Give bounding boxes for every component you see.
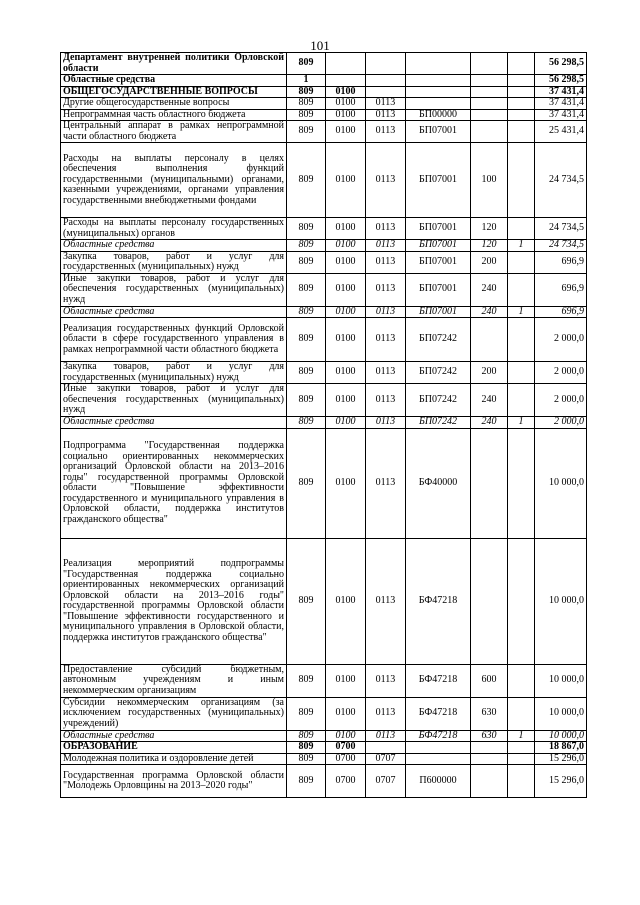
ved-code: 809 — [287, 417, 326, 429]
subsection-code: 0113 — [366, 273, 406, 306]
funding-source-code — [508, 362, 535, 384]
section-code: 0100 — [326, 98, 366, 110]
amount: 10 000,0 — [535, 538, 587, 664]
amount: 18 867,0 — [535, 742, 587, 754]
section-code: 0100 — [326, 240, 366, 252]
ved-code: 809 — [287, 109, 326, 121]
funding-source-code — [508, 538, 535, 664]
row-name: Закупка товаров, работ и услуг для государственных (муниципальных) нужд — [61, 251, 287, 273]
ved-code: 809 — [287, 765, 326, 798]
table-row — [61, 306, 587, 318]
target-article-code: БФ40000 — [406, 428, 471, 538]
funding-source-code — [508, 742, 535, 754]
row-name: Областные средства — [61, 75, 287, 87]
table-row — [61, 240, 587, 252]
ved-code: 809 — [287, 538, 326, 664]
amount: 2 000,0 — [535, 417, 587, 429]
funding-source-code — [508, 384, 535, 417]
section-code — [326, 75, 366, 87]
funding-source-code — [508, 75, 535, 87]
table-row — [61, 218, 587, 240]
budget-table — [60, 52, 587, 798]
amount: 696,9 — [535, 251, 587, 273]
ved-code: 809 — [287, 697, 326, 730]
target-article-code — [406, 86, 471, 98]
ved-code: 809 — [287, 664, 326, 697]
funding-source-code — [508, 697, 535, 730]
target-article-code: БП07242 — [406, 362, 471, 384]
funding-source-code: 1 — [508, 730, 535, 742]
funding-source-code — [508, 273, 535, 306]
row-name: Областные средства — [61, 240, 287, 252]
funding-source-code — [508, 109, 535, 121]
funding-source-code — [508, 664, 535, 697]
row-name: Иные закупки товаров, работ и услуг для обеспечения государственных (муниципальных) нужд — [61, 273, 287, 306]
expense-type-code — [471, 75, 508, 87]
row-name: Непрограммная часть областного бюджета — [61, 109, 287, 121]
expense-type-code — [471, 98, 508, 110]
target-article-code: БП07001 — [406, 240, 471, 252]
section-code: 0100 — [326, 384, 366, 417]
ved-code: 809 — [287, 218, 326, 240]
section-code: 0100 — [326, 86, 366, 98]
target-article-code: БП07242 — [406, 417, 471, 429]
subsection-code: 0113 — [366, 384, 406, 417]
amount: 15 296,0 — [535, 753, 587, 765]
subsection-code — [366, 75, 406, 87]
section-code: 0700 — [326, 753, 366, 765]
ved-code: 809 — [287, 428, 326, 538]
funding-source-code — [508, 251, 535, 273]
funding-source-code: 1 — [508, 417, 535, 429]
row-name: Другие общегосударственные вопросы — [61, 98, 287, 110]
row-name: ОБРАЗОВАНИЕ — [61, 742, 287, 754]
target-article-code: П600000 — [406, 765, 471, 798]
row-name: Молодежная политика и оздоровление детей — [61, 753, 287, 765]
table-row — [61, 109, 587, 121]
row-name: Подпрограмма "Государственная поддержка социально ориентированных некоммерческих организаций Орловской области на 2013–2016 годы" государственной программы Орловской области "Повышение эффективности государственного и муниципального управления в Орловской области, поддержка институтов гражданского общества" — [61, 428, 287, 538]
row-name: Предоставление субсидий бюджетным, автономным учреждениям и иным некоммерческим организациям — [61, 664, 287, 697]
row-name: Областные средства — [61, 730, 287, 742]
target-article-code — [406, 53, 471, 75]
row-name: Областные средства — [61, 306, 287, 318]
ved-code: 809 — [287, 53, 326, 75]
section-code: 0100 — [326, 538, 366, 664]
funding-source-code — [508, 98, 535, 110]
target-article-code: БП07001 — [406, 273, 471, 306]
row-name: Субсидии некоммерческим организациям (за исключением государственных (муниципальных) учреждений) — [61, 697, 287, 730]
table-row — [61, 538, 587, 664]
ved-code: 809 — [287, 730, 326, 742]
target-article-code — [406, 98, 471, 110]
section-code: 0700 — [326, 765, 366, 798]
amount: 56 298,5 — [535, 75, 587, 87]
table-row — [61, 273, 587, 306]
amount: 37 431,4 — [535, 109, 587, 121]
ved-code: 809 — [287, 318, 326, 362]
table-row — [61, 765, 587, 798]
funding-source-code — [508, 753, 535, 765]
expense-type-code: 630 — [471, 730, 508, 742]
expense-type-code: 200 — [471, 251, 508, 273]
target-article-code: БФ47218 — [406, 664, 471, 697]
table-row — [61, 384, 587, 417]
funding-source-code — [508, 86, 535, 98]
ved-code: 809 — [287, 86, 326, 98]
amount: 37 431,4 — [535, 86, 587, 98]
row-name: Департамент внутренней политики Орловской области — [61, 53, 287, 75]
expense-type-code — [471, 538, 508, 664]
target-article-code: БФ47218 — [406, 697, 471, 730]
ved-code: 809 — [287, 251, 326, 273]
section-code: 0100 — [326, 318, 366, 362]
subsection-code: 0113 — [366, 362, 406, 384]
row-name: Иные закупки товаров, работ и услуг для обеспечения государственных (муниципальных) нужд — [61, 384, 287, 417]
table-row — [61, 730, 587, 742]
amount: 24 734,5 — [535, 143, 587, 218]
expense-type-code: 240 — [471, 273, 508, 306]
ved-code: 809 — [287, 306, 326, 318]
funding-source-code: 1 — [508, 306, 535, 318]
funding-source-code — [508, 428, 535, 538]
section-code: 0100 — [326, 306, 366, 318]
ved-code: 809 — [287, 273, 326, 306]
section-code: 0100 — [326, 417, 366, 429]
section-code: 0100 — [326, 109, 366, 121]
subsection-code: 0707 — [366, 753, 406, 765]
expense-type-code — [471, 86, 508, 98]
subsection-code: 0113 — [366, 664, 406, 697]
row-name: Расходы на выплаты персоналу государственных (муниципальных) органов — [61, 218, 287, 240]
expense-type-code: 240 — [471, 417, 508, 429]
expense-type-code: 600 — [471, 664, 508, 697]
funding-source-code — [508, 53, 535, 75]
table-row — [61, 697, 587, 730]
subsection-code — [366, 742, 406, 754]
amount: 10 000,0 — [535, 428, 587, 538]
target-article-code: БФ47218 — [406, 730, 471, 742]
subsection-code: 0113 — [366, 218, 406, 240]
subsection-code: 0113 — [366, 697, 406, 730]
amount: 696,9 — [535, 306, 587, 318]
target-article-code: БФ47218 — [406, 538, 471, 664]
table-row — [61, 53, 587, 75]
target-article-code: БП07242 — [406, 318, 471, 362]
funding-source-code: 1 — [508, 240, 535, 252]
table-row — [61, 362, 587, 384]
amount: 10 000,0 — [535, 730, 587, 742]
section-code: 0100 — [326, 730, 366, 742]
expense-type-code — [471, 428, 508, 538]
ved-code: 1 — [287, 75, 326, 87]
target-article-code: БП07242 — [406, 384, 471, 417]
ved-code: 809 — [287, 143, 326, 218]
expense-type-code — [471, 121, 508, 143]
target-article-code: БП07001 — [406, 143, 471, 218]
expense-type-code: 240 — [471, 306, 508, 318]
expense-type-code — [471, 109, 508, 121]
amount: 56 298,5 — [535, 53, 587, 75]
target-article-code — [406, 753, 471, 765]
funding-source-code — [508, 143, 535, 218]
section-code — [326, 53, 366, 75]
target-article-code: БП07001 — [406, 306, 471, 318]
subsection-code: 0113 — [366, 318, 406, 362]
subsection-code — [366, 86, 406, 98]
section-code: 0100 — [326, 664, 366, 697]
subsection-code: 0113 — [366, 109, 406, 121]
section-code: 0100 — [326, 362, 366, 384]
amount: 37 431,4 — [535, 98, 587, 110]
expense-type-code: 630 — [471, 697, 508, 730]
subsection-code: 0113 — [366, 417, 406, 429]
ved-code: 809 — [287, 240, 326, 252]
subsection-code: 0707 — [366, 765, 406, 798]
expense-type-code — [471, 742, 508, 754]
expense-type-code: 240 — [471, 384, 508, 417]
amount: 10 000,0 — [535, 697, 587, 730]
ved-code: 809 — [287, 98, 326, 110]
expense-type-code — [471, 53, 508, 75]
expense-type-code: 120 — [471, 218, 508, 240]
table-row — [61, 143, 587, 218]
expense-type-code: 200 — [471, 362, 508, 384]
section-code: 0100 — [326, 251, 366, 273]
target-article-code: БП00000 — [406, 109, 471, 121]
target-article-code: БП07001 — [406, 218, 471, 240]
table-row — [61, 75, 587, 87]
amount: 24 734,5 — [535, 218, 587, 240]
section-code: 0100 — [326, 143, 366, 218]
funding-source-code — [508, 218, 535, 240]
ved-code: 809 — [287, 753, 326, 765]
subsection-code: 0113 — [366, 538, 406, 664]
amount: 2 000,0 — [535, 362, 587, 384]
section-code: 0700 — [326, 742, 366, 754]
ved-code: 809 — [287, 384, 326, 417]
row-name: Областные средства — [61, 417, 287, 429]
subsection-code: 0113 — [366, 98, 406, 110]
expense-type-code: 100 — [471, 143, 508, 218]
section-code: 0100 — [326, 218, 366, 240]
amount: 10 000,0 — [535, 664, 587, 697]
row-name: ОБЩЕГОСУДАРСТВЕННЫЕ ВОПРОСЫ — [61, 86, 287, 98]
ved-code: 809 — [287, 742, 326, 754]
row-name: Реализация государственных функций Орловской области в сфере государственного управления в рамках непрограммной части областного бюджета — [61, 318, 287, 362]
table-row — [61, 86, 587, 98]
row-name: Государственная программа Орловской области "Молодежь Орловщины на 2013–2020 годы" — [61, 765, 287, 798]
table-row — [61, 753, 587, 765]
subsection-code: 0113 — [366, 121, 406, 143]
target-article-code — [406, 742, 471, 754]
row-name: Центральный аппарат в рамках непрограммной части областного бюджета — [61, 121, 287, 143]
expense-type-code — [471, 318, 508, 362]
section-code: 0100 — [326, 697, 366, 730]
table-row — [61, 251, 587, 273]
amount: 15 296,0 — [535, 765, 587, 798]
funding-source-code — [508, 121, 535, 143]
section-code: 0100 — [326, 273, 366, 306]
target-article-code: БП07001 — [406, 251, 471, 273]
row-name: Реализация мероприятий подпрограммы "Государственная поддержка социально ориентированных некоммерческих организаций Орловской области на 2013–2016 годы" государственной программы Орловской области "Повышение эффективности государственного и муниципального управления в Орловской области, поддержка институтов гражданского общества" — [61, 538, 287, 664]
table-row — [61, 742, 587, 754]
expense-type-code: 120 — [471, 240, 508, 252]
subsection-code: 0113 — [366, 251, 406, 273]
table-row — [61, 121, 587, 143]
amount: 25 431,4 — [535, 121, 587, 143]
funding-source-code — [508, 318, 535, 362]
subsection-code: 0113 — [366, 143, 406, 218]
amount: 2 000,0 — [535, 384, 587, 417]
section-code: 0100 — [326, 428, 366, 538]
amount: 2 000,0 — [535, 318, 587, 362]
table-row — [61, 428, 587, 538]
subsection-code: 0113 — [366, 730, 406, 742]
row-name: Расходы на выплаты персоналу в целях обеспечения выполнения функций государственными (муниципальными) органами, казенными учреждениями, органами управления государственными внебюджетными фондами — [61, 143, 287, 218]
section-code: 0100 — [326, 121, 366, 143]
subsection-code: 0113 — [366, 428, 406, 538]
page-number: 101 — [310, 38, 330, 53]
amount: 24 734,5 — [535, 240, 587, 252]
row-name: Закупка товаров, работ и услуг для государственных (муниципальных) нужд — [61, 362, 287, 384]
expense-type-code — [471, 765, 508, 798]
expense-type-code — [471, 753, 508, 765]
table-row — [61, 98, 587, 110]
subsection-code: 0113 — [366, 306, 406, 318]
target-article-code: БП07001 — [406, 121, 471, 143]
subsection-code: 0113 — [366, 240, 406, 252]
funding-source-code — [508, 765, 535, 798]
table-row — [61, 664, 587, 697]
subsection-code — [366, 53, 406, 75]
ved-code: 809 — [287, 121, 326, 143]
table-row — [61, 318, 587, 362]
table-row — [61, 417, 587, 429]
target-article-code — [406, 75, 471, 87]
ved-code: 809 — [287, 362, 326, 384]
amount: 696,9 — [535, 273, 587, 306]
